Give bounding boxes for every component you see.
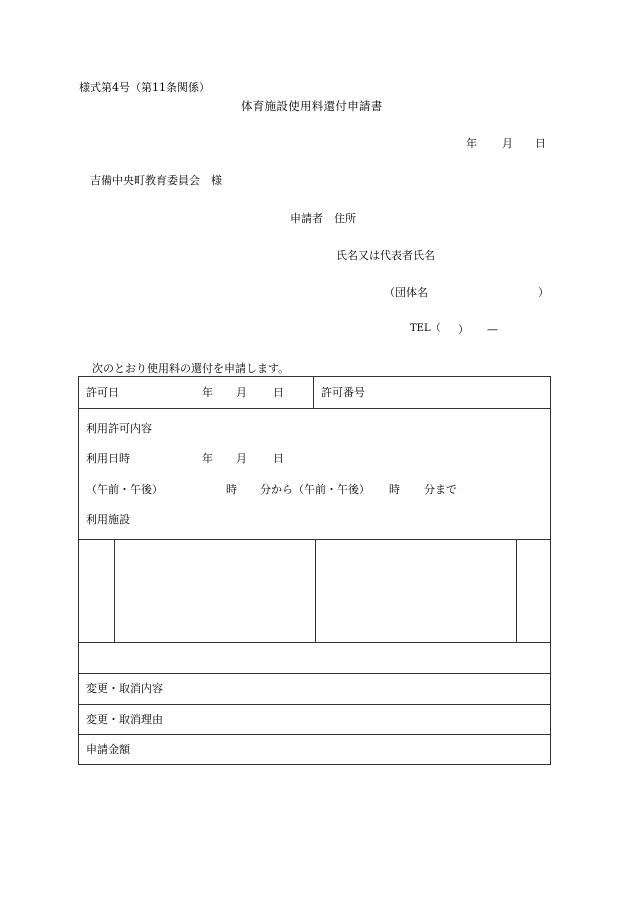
row-divider bbox=[79, 408, 550, 409]
column-divider bbox=[315, 539, 316, 642]
usage-datetime-label: 利用日時 bbox=[86, 452, 130, 465]
column-divider bbox=[516, 539, 517, 642]
row-divider bbox=[79, 642, 550, 643]
usage-day: 日 bbox=[273, 452, 284, 465]
minute-from: 分から（午前・午後） bbox=[260, 483, 370, 496]
row-divider bbox=[79, 673, 550, 674]
permit-date-day: 日 bbox=[273, 386, 284, 399]
applicant-name-label: 氏名又は代表者氏名 bbox=[336, 249, 435, 262]
date-month-label: 月 bbox=[502, 137, 513, 150]
usage-year: 年 bbox=[202, 452, 213, 465]
applicant-address-label: 申請者 住所 bbox=[290, 212, 356, 225]
column-divider bbox=[114, 539, 115, 642]
addressee: 吉備中央町教育委員会 様 bbox=[90, 174, 222, 187]
form-number: 様式第4号（第11条関係） bbox=[79, 81, 210, 94]
group-name-label: （団体名 bbox=[384, 286, 428, 299]
usage-month: 月 bbox=[236, 452, 247, 465]
application-table bbox=[78, 376, 551, 765]
ampm-start: （午前・午後） bbox=[86, 483, 163, 496]
tel-label: TEL（ bbox=[410, 323, 441, 334]
permit-number-label: 許可番号 bbox=[321, 386, 365, 399]
change-cancel-reason-label: 変更・取消理由 bbox=[86, 713, 163, 726]
column-divider bbox=[313, 377, 314, 408]
group-name-close: ） bbox=[538, 286, 549, 299]
row-divider bbox=[79, 704, 550, 705]
hour-end: 時 bbox=[389, 483, 400, 496]
facility-label: 利用施設 bbox=[86, 513, 130, 526]
row-divider bbox=[79, 734, 550, 735]
tel-close: ） bbox=[458, 323, 469, 336]
date-day-label: 日 bbox=[535, 137, 546, 150]
hour-start: 時 bbox=[226, 483, 237, 496]
permit-date-year: 年 bbox=[202, 386, 213, 399]
tel-dash: — bbox=[487, 323, 498, 336]
application-amount-label: 申請金額 bbox=[86, 743, 130, 756]
intro-text: 次のとおり使用料の還付を申請します。 bbox=[92, 362, 290, 375]
change-cancel-content-label: 変更・取消内容 bbox=[86, 682, 163, 695]
minute-until: 分まで bbox=[424, 483, 457, 496]
document-title: 体育施設使用料還付申請書 bbox=[241, 99, 383, 113]
date-year-label: 年 bbox=[466, 137, 477, 150]
permit-date-label: 許可日 bbox=[86, 386, 119, 399]
usage-permit-content-label: 利用許可内容 bbox=[86, 422, 152, 435]
permit-date-month: 月 bbox=[236, 386, 247, 399]
